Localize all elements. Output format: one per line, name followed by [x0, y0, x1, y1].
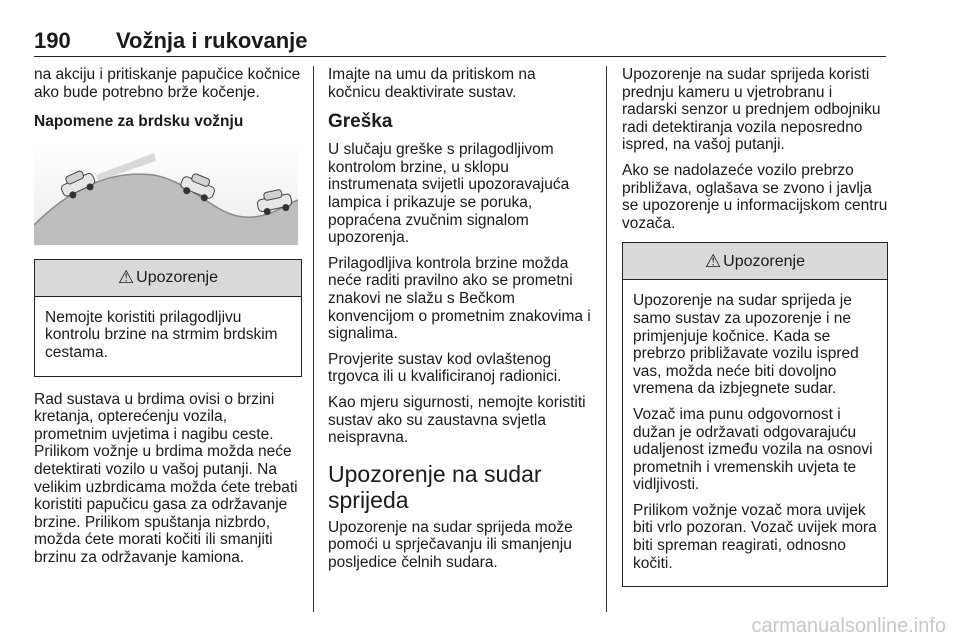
column-middle: [328, 66, 592, 579]
watermark: carmanualsonline.info: [751, 615, 946, 637]
paragraph: U slučaju greške s prilagodljivom kontrolom brzine, u sklopu instrumenata svijetli upozoravajuća lampica i prikazuje se poruka, popraćena zvučnim signalom upozorenja.: [328, 141, 570, 247]
warning-header: [35, 260, 301, 297]
warning-header: [623, 243, 887, 280]
warning-text: Vozač ima punu odgovornost i dužan je održavati odgovarajuću udaljenost između vozila na osnovi prometnih i vremenskih uvjeta te vidljivosti.: [633, 405, 873, 494]
paragraph: Rad sustava u brdima ovisi o brzini kretanja, opterećenju vozila, prometnim uvjetima i nagibu ceste. Prilikom vožnje u brdima možda neće detektirati vozilo u vašoj putanji. Na velikim uzbrdicama možda ćete trebati koristiti papučicu gasa za održavanje brzine. Prilikom spuštanja nizbrdo, možda ćete morati kočiti ili smanjiti brzinu za održavanje kamiona.: [34, 390, 298, 566]
subheading: Napomene za brdsku vožnju: [34, 113, 244, 131]
column-left: [34, 66, 302, 575]
warning-title: Upozorenje: [723, 252, 805, 270]
warning-triangle-icon: ⚠: [705, 250, 722, 271]
warning-text: Upozorenje na sudar sprijeda je samo sustav za upozorenje i ne primjenjuje kočnice. Kada se prebrzo približavate vozilu ispred vas, možda neće biti dovoljno vremena da izbjegnete sudar.: [633, 292, 859, 398]
warning-box: [622, 242, 888, 587]
warning-title: Upozorenje: [136, 268, 218, 286]
section-heading: Upozorenje na sudar sprijeda: [328, 460, 542, 513]
paragraph: Kao mjeru sigurnosti, nemojte koristiti sustav ako su zaustavna svjetla neispravna.: [328, 393, 586, 447]
section-heading: Greška: [328, 111, 393, 133]
paragraph: Imajte na umu da pritiskom na kočnicu deaktivirate sustav.: [328, 66, 536, 101]
warning-body: [35, 297, 301, 376]
page-number: 190: [34, 28, 71, 53]
paragraph: Upozorenje na sudar sprijeda koristi prednju kameru u vjetrobranu i radarski senzor u prednjem odbojniku radi detektiranja vozila neposredno ispred, na vašoj putanji.: [622, 66, 881, 154]
warning-box: [34, 259, 302, 377]
hill-driving-illustration: [34, 145, 298, 245]
paragraph: Prilagodljiva kontrola brzine možda neće raditi pravilno ako se prometni znakovi ne slažu s Bečkom konvencijom o prometnim znakovima i signalima.: [328, 254, 591, 343]
paragraph: Upozorenje na sudar sprijeda može pomoći u sprječavanju ili smanjenju posljedice čelnih sudara.: [328, 518, 573, 571]
chapter-title: Vožnja i rukovanje: [116, 28, 308, 53]
paragraph: Provjerite sustav kod ovlaštenog trgovca ili u kvalificiranoj radionici.: [328, 350, 562, 386]
page-header: [34, 26, 886, 57]
warning-text: Prilikom vožnje vozač mora uvijek biti vrlo pozoran. Vozač uvijek mora biti spreman reagirati, odnosno kočiti.: [633, 501, 877, 572]
warning-body: [623, 280, 887, 586]
column-right: [622, 66, 888, 601]
paragraph: Ako se nadolazeće vozilo prebrzo približava, oglašava se zvono i javlja se upozorenje u informacijskom centru vozača.: [622, 161, 888, 232]
column-divider: [313, 66, 314, 612]
warning-text: Nemojte koristiti prilagodljivu kontrolu brzine na strmim brdskim cestama.: [45, 308, 278, 361]
paragraph: na akciju i pritiskanje papučice kočnice ako bude potrebno brže kočenje.: [34, 66, 301, 101]
warning-triangle-icon: ⚠: [118, 266, 135, 287]
column-divider: [606, 66, 607, 612]
